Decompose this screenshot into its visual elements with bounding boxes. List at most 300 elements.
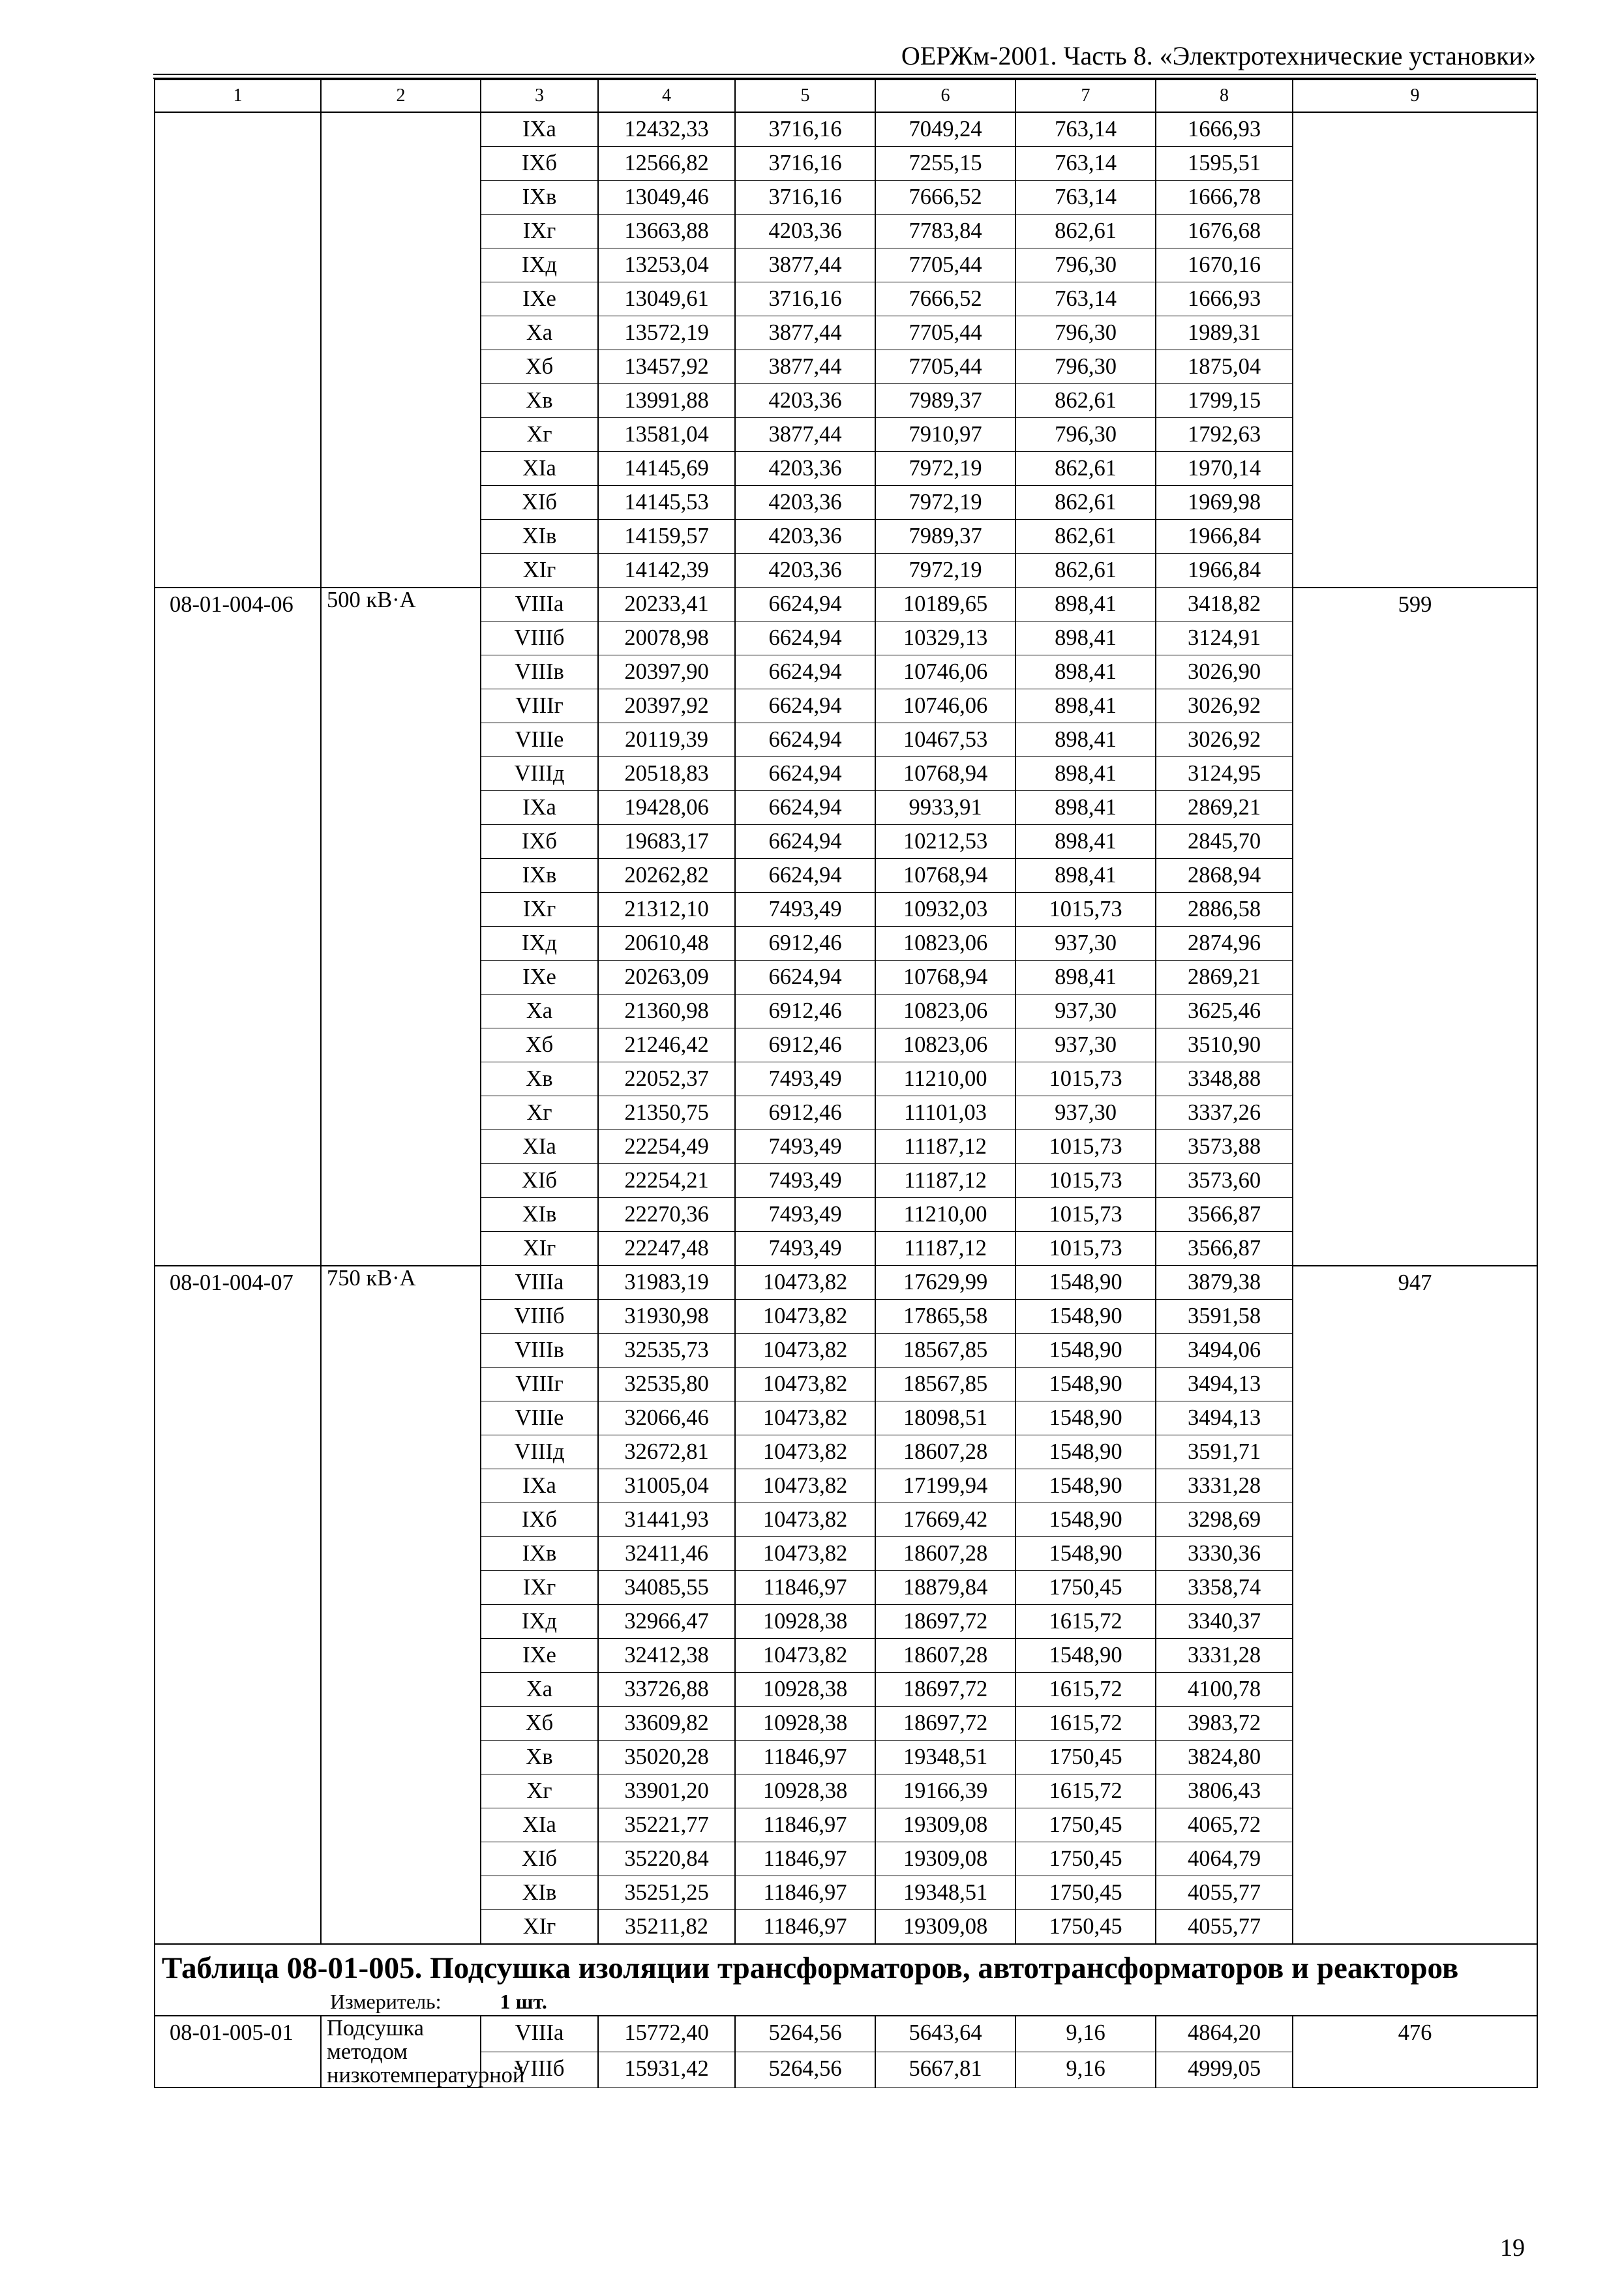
table-cell: 4203,36 [735, 215, 875, 248]
table-cell: 17199,94 [875, 1469, 1015, 1503]
table-cell: 13049,61 [598, 282, 735, 316]
table-cell: 31983,19 [598, 1266, 735, 1300]
table-row [155, 112, 1537, 147]
table-cell: VIIIе [481, 723, 598, 757]
table-cell: Xб [481, 350, 598, 384]
table-cell: 22052,37 [598, 1062, 735, 1096]
table-cell: 6624,94 [735, 791, 875, 825]
table-cell: 9933,91 [875, 791, 1015, 825]
table-cell: 3566,87 [1156, 1198, 1293, 1232]
table-cell: 33609,82 [598, 1707, 735, 1741]
table-cell: 10473,82 [735, 1334, 875, 1368]
table-cell: 3877,44 [735, 418, 875, 452]
table-cell: 20263,09 [598, 961, 735, 995]
table-cell: 11187,12 [875, 1232, 1015, 1266]
column-9-value: 599 [1293, 588, 1537, 1266]
table-cell: 4055,77 [1156, 1910, 1293, 1945]
table-cell: 2869,21 [1156, 961, 1293, 995]
table-cell: 7493,49 [735, 1198, 875, 1232]
table-cell: 10473,82 [735, 1469, 875, 1503]
table-cell: 21350,75 [598, 1096, 735, 1130]
table-cell: 1676,68 [1156, 215, 1293, 248]
table-cell: 21312,10 [598, 893, 735, 927]
table-cell: 4100,78 [1156, 1673, 1293, 1707]
table-cell: 9,16 [1015, 2016, 1156, 2052]
table-cell: IXв [481, 1537, 598, 1571]
table-cell: 3494,13 [1156, 1401, 1293, 1435]
table-cell: 3716,16 [735, 282, 875, 316]
table-cell: 10473,82 [735, 1537, 875, 1571]
table-cell: Xа [481, 995, 598, 1028]
table-cell: 937,30 [1015, 995, 1156, 1028]
table-cell: 1875,04 [1156, 350, 1293, 384]
table-cell: 1670,16 [1156, 248, 1293, 282]
table-cell: 3298,69 [1156, 1503, 1293, 1537]
section-title: Таблица 08-01-005. Подсушка изоляции трансформаторов, автотрансформаторов и реакторов [162, 1951, 1459, 1985]
rate-code: 08-01-004-07 [155, 1266, 321, 1945]
table-cell: 862,61 [1015, 452, 1156, 486]
table-cell: VIIIг [481, 1368, 598, 1401]
table-cell: 32535,73 [598, 1334, 735, 1368]
table-cell: XIб [481, 486, 598, 520]
table-cell: 2868,94 [1156, 859, 1293, 893]
table-cell: 13049,46 [598, 181, 735, 215]
table-cell: 18697,72 [875, 1673, 1015, 1707]
table-cell: XIг [481, 1232, 598, 1266]
rate-code: 08-01-004-06 [155, 588, 321, 1266]
column-number: 8 [1156, 80, 1293, 112]
column-number: 7 [1015, 80, 1156, 112]
table-cell: 7910,97 [875, 418, 1015, 452]
table-cell: VIIIа [481, 588, 598, 621]
table-cell: Xб [481, 1707, 598, 1741]
table-cell: 9,16 [1015, 2052, 1156, 2087]
rate-code: 08-01-005-01 [155, 2016, 321, 2087]
table-cell: 14159,57 [598, 520, 735, 554]
table-cell: 898,41 [1015, 859, 1156, 893]
table-cell: 20233,41 [598, 588, 735, 621]
column-number: 3 [481, 80, 598, 112]
table-cell: 1015,73 [1015, 1232, 1156, 1266]
table-cell: 5264,56 [735, 2016, 875, 2052]
table-cell: 10467,53 [875, 723, 1015, 757]
table-cell: XIб [481, 1164, 598, 1198]
table-cell: 7705,44 [875, 248, 1015, 282]
unit-value: 1 шт. [500, 1990, 547, 2013]
table-cell: 1750,45 [1015, 1842, 1156, 1876]
table-cell: 10212,53 [875, 825, 1015, 859]
table-cell: XIв [481, 1876, 598, 1910]
table-cell: 898,41 [1015, 689, 1156, 723]
table-cell: 6912,46 [735, 995, 875, 1028]
table-cell: 3340,37 [1156, 1605, 1293, 1639]
table-cell: 3573,60 [1156, 1164, 1293, 1198]
table-cell: 32412,38 [598, 1639, 735, 1673]
table-cell: 3806,43 [1156, 1774, 1293, 1808]
table-cell: XIа [481, 1808, 598, 1842]
table-cell: 796,30 [1015, 418, 1156, 452]
table-cell: 11210,00 [875, 1198, 1015, 1232]
table-cell: IXг [481, 215, 598, 248]
table-cell: 3510,90 [1156, 1028, 1293, 1062]
table-cell: 1015,73 [1015, 1062, 1156, 1096]
table-cell: 20078,98 [598, 621, 735, 655]
table-cell: 10473,82 [735, 1300, 875, 1334]
table-cell: 5264,56 [735, 2052, 875, 2087]
table-cell: 7972,19 [875, 554, 1015, 588]
table-cell: 4065,72 [1156, 1808, 1293, 1842]
table-cell: 18607,28 [875, 1435, 1015, 1469]
table-cell: 32966,47 [598, 1605, 735, 1639]
table-cell: 1615,72 [1015, 1605, 1156, 1639]
table-cell: 10932,03 [875, 893, 1015, 927]
table-cell: 3331,28 [1156, 1469, 1293, 1503]
table-cell: 1666,93 [1156, 112, 1293, 147]
table-cell: Xв [481, 384, 598, 418]
table-cell: 898,41 [1015, 825, 1156, 859]
table-cell: 12566,82 [598, 147, 735, 181]
table-cell: 5667,81 [875, 2052, 1015, 2087]
table-cell: 3418,82 [1156, 588, 1293, 621]
column-9-value: 947 [1293, 1266, 1537, 1945]
column-number: 5 [735, 80, 875, 112]
table-cell: 1548,90 [1015, 1469, 1156, 1503]
table-cell: 10928,38 [735, 1707, 875, 1741]
table-cell: 7972,19 [875, 486, 1015, 520]
table-cell: 1750,45 [1015, 1876, 1156, 1910]
table-cell: 35211,82 [598, 1910, 735, 1945]
table-cell: 1666,78 [1156, 181, 1293, 215]
section-unit [162, 1988, 1530, 2015]
table-cell: 11187,12 [875, 1164, 1015, 1198]
table-cell: VIIIа [481, 2016, 598, 2052]
rate-name: Подсушка методом низкотемпературной [321, 2016, 481, 2087]
table-cell: 10473,82 [735, 1401, 875, 1435]
table-cell: 3026,90 [1156, 655, 1293, 689]
table-cell: 3573,88 [1156, 1130, 1293, 1164]
table-cell: 3494,06 [1156, 1334, 1293, 1368]
table-cell: 3026,92 [1156, 689, 1293, 723]
table-cell: 10928,38 [735, 1774, 875, 1808]
table-cell: 1750,45 [1015, 1910, 1156, 1945]
page-header: ОЕРЖм-2001. Часть 8. «Электротехнические установки» [901, 41, 1536, 70]
table-cell: 3330,36 [1156, 1537, 1293, 1571]
table-cell: 32535,80 [598, 1368, 735, 1401]
table-cell: 13253,04 [598, 248, 735, 282]
table-cell: 22270,36 [598, 1198, 735, 1232]
table-cell: 19166,39 [875, 1774, 1015, 1808]
table-cell: 3026,92 [1156, 723, 1293, 757]
table-cell: 3716,16 [735, 112, 875, 147]
table-cell: 10473,82 [735, 1368, 875, 1401]
table-cell: 7666,52 [875, 181, 1015, 215]
table-cell: 1969,98 [1156, 486, 1293, 520]
table-cell: VIIIв [481, 655, 598, 689]
table-cell: 11846,97 [735, 1910, 875, 1945]
table-cell: 6624,94 [735, 825, 875, 859]
table-cell: 19683,17 [598, 825, 735, 859]
table-cell: 20397,90 [598, 655, 735, 689]
table-cell: 35020,28 [598, 1741, 735, 1774]
table-cell: 18879,84 [875, 1571, 1015, 1605]
table-cell: VIIIд [481, 1435, 598, 1469]
table-cell: 3124,91 [1156, 621, 1293, 655]
table-cell: 17669,42 [875, 1503, 1015, 1537]
column-number-row [155, 80, 1537, 112]
table-cell: VIIIг [481, 689, 598, 723]
table-cell: 6624,94 [735, 961, 875, 995]
table-cell: 10823,06 [875, 1028, 1015, 1062]
rate-code [155, 112, 321, 588]
table-cell: 34085,55 [598, 1571, 735, 1605]
table-cell: 12432,33 [598, 112, 735, 147]
table-cell: 18697,72 [875, 1707, 1015, 1741]
section-header [155, 1944, 1537, 2016]
table-cell: 7666,52 [875, 282, 1015, 316]
table-cell: 19348,51 [875, 1741, 1015, 1774]
table-cell: Xа [481, 1673, 598, 1707]
table-cell: 3716,16 [735, 147, 875, 181]
table-cell: 3716,16 [735, 181, 875, 215]
table-cell: 898,41 [1015, 588, 1156, 621]
table-cell: 763,14 [1015, 147, 1156, 181]
table-cell: 13457,92 [598, 350, 735, 384]
table-cell: 19348,51 [875, 1876, 1015, 1910]
table-cell: 2845,70 [1156, 825, 1293, 859]
table-cell: 4203,36 [735, 384, 875, 418]
table-cell: 1548,90 [1015, 1435, 1156, 1469]
table-cell: 898,41 [1015, 655, 1156, 689]
table-cell: 1015,73 [1015, 1198, 1156, 1232]
table-cell: VIIIб [481, 621, 598, 655]
table-cell: 18567,85 [875, 1334, 1015, 1368]
table-cell: VIIIв [481, 1334, 598, 1368]
table-cell: 10768,94 [875, 757, 1015, 791]
table-cell: 1548,90 [1015, 1266, 1156, 1300]
table-cell: 1595,51 [1156, 147, 1293, 181]
table-cell: XIа [481, 1130, 598, 1164]
table-cell: 7049,24 [875, 112, 1015, 147]
table-cell: 31005,04 [598, 1469, 735, 1503]
table-cell: 15931,42 [598, 2052, 735, 2087]
column-number: 4 [598, 80, 735, 112]
table-cell: 862,61 [1015, 520, 1156, 554]
table-cell: 1548,90 [1015, 1368, 1156, 1401]
table-cell: VIIIе [481, 1401, 598, 1435]
table-cell: 18607,28 [875, 1537, 1015, 1571]
table-cell: 6912,46 [735, 927, 875, 961]
table-cell: 32066,46 [598, 1401, 735, 1435]
table-cell: 5643,64 [875, 2016, 1015, 2052]
table-cell: 937,30 [1015, 1028, 1156, 1062]
table-cell: 2874,96 [1156, 927, 1293, 961]
table-cell: 898,41 [1015, 791, 1156, 825]
table-cell: 17629,99 [875, 1266, 1015, 1300]
table-cell: IXд [481, 927, 598, 961]
column-9-value [1293, 112, 1537, 588]
table-cell: 17865,58 [875, 1300, 1015, 1334]
table-cell: 7493,49 [735, 1164, 875, 1198]
table-cell: 20518,83 [598, 757, 735, 791]
table-cell: 6912,46 [735, 1028, 875, 1062]
table-cell: 4999,05 [1156, 2052, 1293, 2087]
table-cell: 3824,80 [1156, 1741, 1293, 1774]
table-cell: 862,61 [1015, 554, 1156, 588]
table-cell: 1548,90 [1015, 1300, 1156, 1334]
table-cell: IXе [481, 1639, 598, 1673]
table-cell: 1548,90 [1015, 1401, 1156, 1435]
table-cell: 19309,08 [875, 1808, 1015, 1842]
table-cell: 3331,28 [1156, 1639, 1293, 1673]
table-cell: Xг [481, 418, 598, 452]
table-cell: 4055,77 [1156, 1876, 1293, 1910]
table-cell: 7783,84 [875, 215, 1015, 248]
table-cell: 11101,03 [875, 1096, 1015, 1130]
table-cell: 10823,06 [875, 927, 1015, 961]
table-cell: 862,61 [1015, 215, 1156, 248]
table-cell: 20262,82 [598, 859, 735, 893]
table-cell: 898,41 [1015, 757, 1156, 791]
table-cell: 11210,00 [875, 1062, 1015, 1096]
section-row [155, 1944, 1537, 2016]
table-cell: 11846,97 [735, 1571, 875, 1605]
table-cell: XIв [481, 1198, 598, 1232]
table-cell: 6624,94 [735, 723, 875, 757]
table-cell: 15772,40 [598, 2016, 735, 2052]
table-cell: IXг [481, 893, 598, 927]
table-cell: 3983,72 [1156, 1707, 1293, 1741]
table-cell: 10473,82 [735, 1639, 875, 1673]
table-cell: Xв [481, 1062, 598, 1096]
table-cell: 4064,79 [1156, 1842, 1293, 1876]
table-cell: 11187,12 [875, 1130, 1015, 1164]
table-cell: 862,61 [1015, 384, 1156, 418]
table-cell: 1548,90 [1015, 1639, 1156, 1673]
table-cell: 35220,84 [598, 1842, 735, 1876]
table-cell: 1615,72 [1015, 1774, 1156, 1808]
table-cell: Xв [481, 1741, 598, 1774]
table-cell: 796,30 [1015, 350, 1156, 384]
column-number: 6 [875, 80, 1015, 112]
table-cell: 18098,51 [875, 1401, 1015, 1435]
table-cell: 7989,37 [875, 384, 1015, 418]
table-cell: 3625,46 [1156, 995, 1293, 1028]
table-cell: 1792,63 [1156, 418, 1293, 452]
table-cell: 20610,48 [598, 927, 735, 961]
table-cell: 6624,94 [735, 689, 875, 723]
table-cell: 1548,90 [1015, 1537, 1156, 1571]
table-cell: IXа [481, 112, 598, 147]
table-cell: 14145,53 [598, 486, 735, 520]
table-cell: 19309,08 [875, 1842, 1015, 1876]
table-cell: 1615,72 [1015, 1707, 1156, 1741]
header-rule [153, 74, 1536, 75]
table-cell: 13581,04 [598, 418, 735, 452]
table-cell: 13572,19 [598, 316, 735, 350]
table-cell: 10928,38 [735, 1673, 875, 1707]
table-cell: 14142,39 [598, 554, 735, 588]
table-cell: 7493,49 [735, 1062, 875, 1096]
table-cell: 4203,36 [735, 452, 875, 486]
table-cell: 18607,28 [875, 1639, 1015, 1673]
table-cell: 3337,26 [1156, 1096, 1293, 1130]
table-cell: 20119,39 [598, 723, 735, 757]
table-cell: 11846,97 [735, 1808, 875, 1842]
table-cell: 10768,94 [875, 859, 1015, 893]
table-cell: 1799,15 [1156, 384, 1293, 418]
table-cell: 10473,82 [735, 1435, 875, 1469]
table-row [155, 2016, 1537, 2052]
table-cell: 763,14 [1015, 282, 1156, 316]
table-cell: IXа [481, 1469, 598, 1503]
table-cell: 1966,84 [1156, 520, 1293, 554]
table-cell: 10189,65 [875, 588, 1015, 621]
table-cell: 11846,97 [735, 1741, 875, 1774]
table-cell: VIIIд [481, 757, 598, 791]
table-cell: 32672,81 [598, 1435, 735, 1469]
table-cell: 1548,90 [1015, 1334, 1156, 1368]
table-cell: 10746,06 [875, 655, 1015, 689]
table-cell: 18567,85 [875, 1368, 1015, 1401]
table-cell: 19428,06 [598, 791, 735, 825]
table-cell: 796,30 [1015, 248, 1156, 282]
column-number: 2 [321, 80, 481, 112]
table-cell: VIIIа [481, 1266, 598, 1300]
table-cell: 35251,25 [598, 1876, 735, 1910]
table-cell: 19309,08 [875, 1910, 1015, 1945]
table-cell: 3877,44 [735, 316, 875, 350]
table-cell: IXд [481, 1605, 598, 1639]
table-row [155, 1266, 1537, 1300]
table-cell: 2869,21 [1156, 791, 1293, 825]
table-cell: 763,14 [1015, 112, 1156, 147]
column-number: 1 [155, 80, 321, 112]
table-cell: 1966,84 [1156, 554, 1293, 588]
table-cell: XIг [481, 554, 598, 588]
table-cell: 4864,20 [1156, 2016, 1293, 2052]
table-cell: 3358,74 [1156, 1571, 1293, 1605]
table-cell: 898,41 [1015, 723, 1156, 757]
table-cell: IXв [481, 181, 598, 215]
table-cell: 7705,44 [875, 350, 1015, 384]
table-cell: IXе [481, 961, 598, 995]
table-cell: IXа [481, 791, 598, 825]
table-cell: 4203,36 [735, 554, 875, 588]
table-cell: XIв [481, 520, 598, 554]
table-cell: 13991,88 [598, 384, 735, 418]
table-cell: XIг [481, 1910, 598, 1945]
table-cell: 10473,82 [735, 1266, 875, 1300]
table-cell: 1750,45 [1015, 1808, 1156, 1842]
table-cell: 10928,38 [735, 1605, 875, 1639]
table-cell: 6624,94 [735, 621, 875, 655]
table-cell: 10473,82 [735, 1503, 875, 1537]
table-cell: 6912,46 [735, 1096, 875, 1130]
table-cell: VIIIб [481, 2052, 598, 2087]
table-cell: Xг [481, 1096, 598, 1130]
table-cell: XIб [481, 1842, 598, 1876]
price-table [154, 79, 1538, 2088]
table-cell: 3879,38 [1156, 1266, 1293, 1300]
table-cell: 3591,58 [1156, 1300, 1293, 1334]
table-cell: 1750,45 [1015, 1571, 1156, 1605]
table-cell: 3877,44 [735, 248, 875, 282]
table-cell: IXб [481, 1503, 598, 1537]
table-cell: 1750,45 [1015, 1741, 1156, 1774]
table-cell: 3591,71 [1156, 1435, 1293, 1469]
table-cell: 6624,94 [735, 588, 875, 621]
table-cell: 31441,93 [598, 1503, 735, 1537]
